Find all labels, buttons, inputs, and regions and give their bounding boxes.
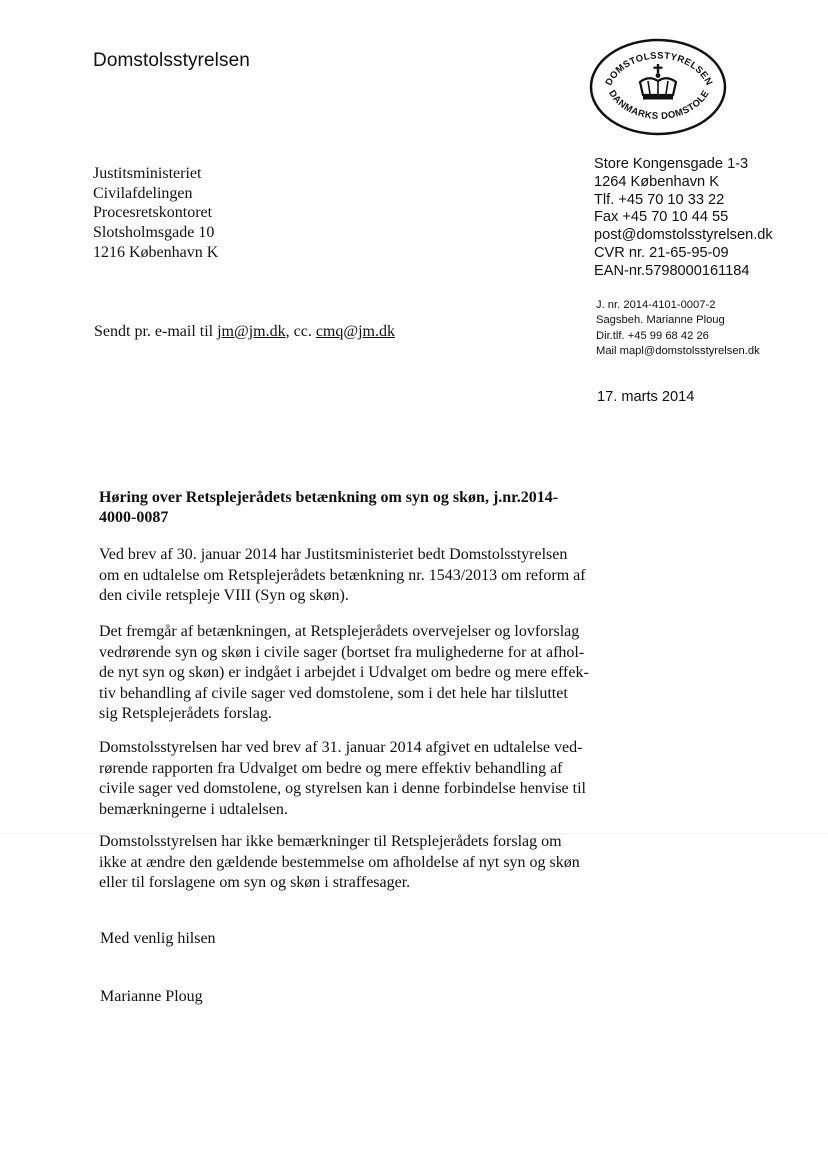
organization-name: Domstolsstyrelsen [93,50,250,71]
paragraph-line: om en udtalelse om Retsplejerådets betænkning nr. 1543/2013 om reform af [99,566,586,584]
paragraph-line: ikke at ændre den gældende bestemmelse om afholdelse af nyt syn og skøn [99,853,580,871]
paragraph-line: tiv behandling af civile sager ved domstolene, som i det hele har tilsluttet [99,684,568,702]
court-seal-logo [588,37,728,137]
body-paragraph [99,738,619,820]
case-mail: Mail mapl@domstolsstyrelsen.dk [596,344,760,357]
svg-text:DANMARKS DOMSTOLE [606,88,712,122]
body-paragraph [99,545,619,607]
address-line: Justitsministeriet [93,165,202,182]
closing-salutation: Med venlig hilsen [100,930,216,947]
sent-middle: , cc. [285,323,316,340]
sender-line: 1264 København K [594,173,719,190]
paragraph-line: bemærkningerne i udtalelsen. [99,800,288,818]
sender-line: EAN-nr.5798000161184 [594,262,750,279]
paragraph-line: eller til forslagene om syn og skøn i straffesager. [99,874,411,891]
recipient-address [93,164,218,263]
paragraph-line: civile sager ved domstolene, og styrelsen kan i denne forbindelse henvise til [99,780,586,797]
case-reference-block [596,298,760,359]
subject-line: 4000-0087 [99,509,169,526]
sender-line: Fax +45 70 10 44 55 [594,209,729,226]
paragraph-line: Det fremgår af betænkningen, at Retsplejerådets overvejelser og lovforslag [99,623,580,640]
sender-contact-block [594,156,773,281]
paragraph-line: Domstolsstyrelsen har ved brev af 31. januar 2014 afgivet en udtalelse ved- [99,739,583,756]
paragraph-line: Ved brev af 30. januar 2014 har Justitsministeriet bedt Domstolsstyrelsen [99,546,568,563]
address-line: 1216 København K [93,243,219,261]
sender-email: post@domstolsstyrelsen.dk [594,227,773,244]
letter-subject [99,488,599,528]
signature-name: Marianne Ploug [100,988,203,1005]
case-handler: Sagsbeh. Marianne Ploug [596,314,725,327]
sent-by-email-line [94,323,395,341]
paragraph-line: Domstolsstyrelsen har ikke bemærkninger til Retsplejerådets forslag om [99,833,562,850]
paragraph-line: de nyt syn og skøn) er indgået i arbejdet i Udvalget om bedre og mere effek- [99,664,589,681]
seal-top-text: DOMSTOLSSTYRELSEN [603,50,715,88]
address-line: Civilafdelingen [93,184,193,202]
paragraph-line: rørende rapporten fra Udvalget om bedre og mere effektiv behandling af [99,759,563,777]
sent-prefix: Sendt pr. e-mail til [94,323,218,340]
address-line: Slotsholmsgade 10 [93,224,215,242]
subject-line: Høring over Retsplejerådets betænkning om syn og skøn, j.nr.2014- [99,489,559,506]
body-paragraph [99,622,619,725]
sender-line: Store Kongensgade 1-3 [594,156,749,172]
address-line: Procesretskontoret [93,204,213,222]
body-paragraph [99,832,619,894]
paragraph-line: den civile retspleje VIII (Syn og skøn). [99,587,349,604]
paragraph-line: vedrørende syn og skøn i civile sager (bortset fra mulighederne for at afhol- [99,643,585,661]
paragraph-line: sig Retsplejerådets forslag. [99,705,272,722]
sender-line: CVR nr. 21-65-95-09 [594,244,729,261]
sender-line: Tlf. +45 70 10 33 22 [594,191,725,208]
letter-date: 17. marts 2014 [597,389,695,405]
case-number: J. nr. 2014-4101-0007-2 [596,299,716,311]
crown-icon [640,64,676,100]
email-link-cmq[interactable]: cmq@jm.dk [315,323,395,340]
seal-bottom-text: DANMARKS DOMSTOLE [606,88,712,123]
email-link-jm[interactable]: jm@jm.dk [217,323,286,340]
case-direct-phone: Dir.tlf. +45 99 68 42 26 [596,329,709,342]
